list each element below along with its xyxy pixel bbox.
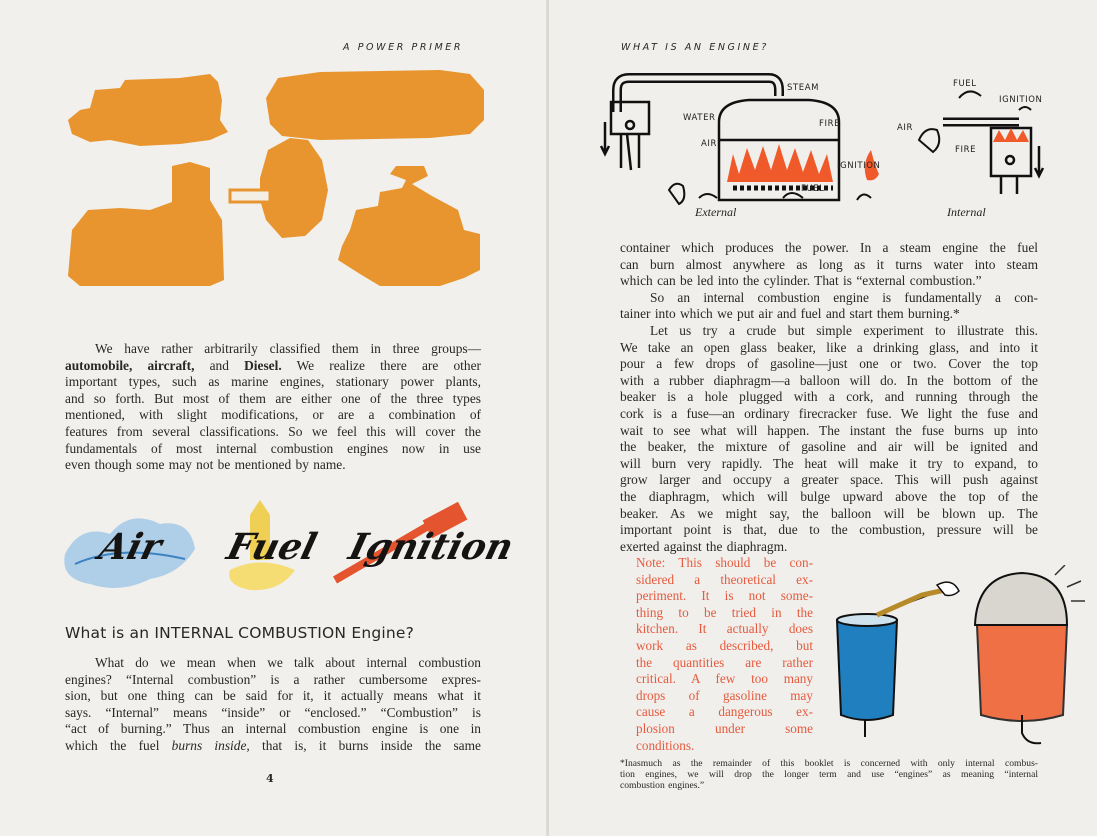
- text-run: “act of burning.” Thus an internal combustion engine is one in: [65, 721, 481, 737]
- text-run: the quantities are rather: [636, 654, 813, 670]
- text-run: Let us try a crude but simple experiment to illustrate this.: [650, 322, 1038, 338]
- label-air-internal: AIR: [897, 123, 914, 133]
- text-run: What do we mean when we talk about internal combustion: [95, 655, 481, 670]
- text-line: [636, 671, 813, 688]
- text-line: [65, 391, 481, 408]
- text-run: engines? “Internal combustion” is a rather cumbersome expres-: [65, 671, 481, 687]
- text-run: and so forth. But most of them are either one of the three types: [65, 390, 481, 406]
- text-line: [620, 522, 1038, 539]
- text-line: [620, 340, 1038, 357]
- page-number: 4: [266, 772, 274, 785]
- paragraph: [620, 290, 1038, 323]
- logo-air: Air: [94, 526, 166, 568]
- text-run: beaker is a hole plugged with a cork, and running through the: [620, 389, 1038, 405]
- text-line: [65, 441, 481, 458]
- text-line: [65, 374, 481, 391]
- label-fire-external: FIRE: [819, 119, 841, 129]
- text-run: which can be led into the cylinder. That is “external combustion.”: [620, 273, 982, 289]
- running-head-left: A POWER PRIMER: [343, 42, 464, 53]
- text-run: even though some may not be mentioned by name.: [65, 457, 346, 473]
- text-line: [636, 638, 813, 655]
- text-line: [636, 704, 813, 721]
- radial-engine-silhouette: [260, 138, 328, 238]
- text-line: [620, 306, 1038, 323]
- text-run: sion, but one thing can be said for it, it actually means what it: [65, 688, 481, 704]
- text-run: important types, such as marine engines, stationary power plants,: [65, 374, 481, 390]
- text-line: [65, 341, 481, 358]
- text-line: [65, 407, 481, 424]
- right-page: [549, 0, 1097, 836]
- text-line: [65, 721, 481, 738]
- text-run: with a rubber diaphragm—a balloon will do. In the bottom of the: [620, 372, 1038, 388]
- text-line: [636, 688, 813, 705]
- body-paragraph-left: [65, 655, 481, 755]
- text-line: [65, 358, 481, 375]
- aircraft-engine-silhouette: [266, 70, 484, 140]
- text-line: [620, 423, 1038, 440]
- text-line: [620, 456, 1038, 473]
- text-run: cork is a fuse—an ordinary firecracker fuse. We light the fuse and: [620, 405, 1038, 421]
- text-line: [65, 672, 481, 689]
- text-line: [620, 506, 1038, 523]
- text-run: automobile, aircraft,: [65, 357, 195, 373]
- beaker-experiment-illustration: [827, 565, 1087, 755]
- text-run: We take an open glass beaker, like a drinking glass, and into it: [620, 339, 1038, 355]
- text-line: [65, 457, 481, 474]
- text-line: [620, 489, 1038, 506]
- text-run: which the fuel: [65, 737, 172, 753]
- text-run: conditions.: [636, 737, 695, 753]
- text-run: sidered a theoretical ex-: [636, 571, 813, 587]
- internal-combustion-diagram: [919, 91, 1043, 194]
- text-line: [620, 273, 1038, 290]
- text-run: exerted against the diaphragm.: [620, 538, 788, 554]
- beaker-after: [975, 565, 1085, 743]
- paragraph: [620, 323, 1038, 555]
- label-fuel-external: FUEL: [801, 184, 825, 194]
- safety-note: [636, 555, 813, 754]
- text-line: [620, 290, 1038, 307]
- section-heading: What is an INTERNAL COMBUSTION Engine?: [65, 624, 415, 642]
- text-run: tainer into which we put air and fuel and start them burning.*: [620, 306, 960, 322]
- text-run: work as described, but: [636, 637, 813, 653]
- text-run: *Inasmuch as the remainder of this booklet is concerned with only internal combus-: [620, 758, 1038, 769]
- text-run: says. “Internal” means “inside” or “enclosed.” “Combustion” is: [65, 704, 481, 720]
- text-run: that is, it burns inside the same: [249, 737, 481, 753]
- logo-ignition: Ignition: [344, 526, 518, 568]
- label-fire-internal: FIRE: [955, 145, 977, 155]
- text-run: burns inside,: [171, 737, 250, 753]
- text-run: So an internal combustion engine is fundamentally a con-: [650, 289, 1038, 305]
- left-page: [0, 0, 548, 836]
- text-run: the diaphragm, which will bulge upward above the top of the: [620, 488, 1038, 504]
- engine-comparison-diagram: [599, 70, 1059, 230]
- text-run: will burn very rapidly. The heat will make it try to expand, to: [620, 455, 1038, 471]
- text-run: grow larger and occupy a greater space. This will push against: [620, 472, 1038, 488]
- label-fuel-internal: FUEL: [953, 79, 977, 89]
- text-line: [620, 356, 1038, 373]
- external-combustion-diagram: [601, 78, 879, 204]
- text-line: [620, 439, 1038, 456]
- text-line: [65, 738, 481, 755]
- caption-internal: Internal: [947, 205, 986, 219]
- air-fuel-ignition-logos: [60, 500, 518, 600]
- text-line: [620, 257, 1038, 274]
- label-ignition-external: IGNITION: [837, 161, 881, 171]
- text-line: [636, 621, 813, 638]
- text-line: [65, 424, 481, 441]
- text-run: mentioned, with slight modifications, or are a combination of: [65, 407, 481, 423]
- caption-external: External: [695, 205, 737, 219]
- text-run: We have rather arbitrarily classified them in three groups—: [95, 341, 481, 356]
- diesel-engine-silhouette: [68, 162, 224, 286]
- text-line: [65, 688, 481, 705]
- text-run: We realize there are other: [281, 357, 482, 373]
- text-run: periment. It is not some-: [636, 588, 813, 604]
- text-run: combustion engines.”: [620, 779, 705, 791]
- text-run: Note: This should be con-: [636, 555, 813, 570]
- text-line: [636, 721, 813, 738]
- text-line: [620, 781, 1038, 792]
- text-line: [620, 472, 1038, 489]
- footnote: [620, 759, 1038, 791]
- text-run: wait to see what will happen. The instant the fuse burns up into: [620, 422, 1038, 438]
- text-line: [65, 705, 481, 722]
- intro-paragraph: [65, 341, 481, 474]
- label-steam: STEAM: [787, 83, 820, 93]
- text-run: the beaker, the mixture of gasoline and air will be ignited and: [620, 439, 1038, 455]
- text-line: [636, 572, 813, 589]
- body-paragraphs-right: [620, 240, 1038, 555]
- text-line: [65, 655, 481, 672]
- text-run: plosion under some: [636, 720, 813, 736]
- text-line: [620, 240, 1038, 257]
- marine-engine-silhouette: [338, 166, 480, 286]
- text-line: [620, 373, 1038, 390]
- running-head-right: WHAT IS AN ENGINE?: [621, 42, 769, 53]
- label-air-external: AIR: [701, 139, 718, 149]
- text-run: critical. A few too many: [636, 671, 813, 687]
- text-run: thing to be tried in the: [636, 604, 813, 620]
- text-run: drops of gasoline may: [636, 687, 813, 703]
- text-run: features from several classifications. So we feel this will cover the: [65, 423, 481, 439]
- text-line: [620, 539, 1038, 556]
- text-line: [620, 389, 1038, 406]
- text-line: [636, 555, 813, 572]
- beaker-before: [837, 582, 959, 737]
- text-line: [636, 588, 813, 605]
- label-ignition-internal: IGNITION: [999, 95, 1043, 105]
- text-run: fundamentals of most internal combustion engines now in use: [65, 440, 481, 456]
- text-run: pour a few drops of gasoline—just one or two. Cover the top: [620, 356, 1038, 372]
- text-line: [620, 323, 1038, 340]
- engine-silhouettes-illustration: [60, 60, 490, 290]
- text-run: and: [194, 357, 245, 373]
- text-run: can burn almost anywhere as long as it turns water into steam: [620, 256, 1038, 272]
- label-water: WATER: [683, 113, 716, 123]
- text-line: [636, 655, 813, 672]
- text-line: [636, 605, 813, 622]
- text-line: [636, 738, 813, 755]
- text-line: [620, 406, 1038, 423]
- text-run: kitchen. It actually does: [636, 621, 813, 637]
- text-run: cause a dangerous ex-: [636, 704, 813, 720]
- paragraph: [620, 240, 1038, 290]
- text-run: important point is that, due to the combustion, pressure will be: [620, 522, 1038, 538]
- text-run: tion engines, we will drop the longer term and use “engines” as meaning “internal: [620, 768, 1038, 780]
- logo-fuel: Fuel: [222, 526, 321, 568]
- text-run: beaker. As we might say, the balloon will be blown up. The: [620, 505, 1038, 521]
- text-run: Diesel.: [244, 357, 282, 373]
- automobile-engine-silhouette: [68, 74, 228, 146]
- text-run: container which produces the power. In a steam engine the fuel: [620, 240, 1038, 255]
